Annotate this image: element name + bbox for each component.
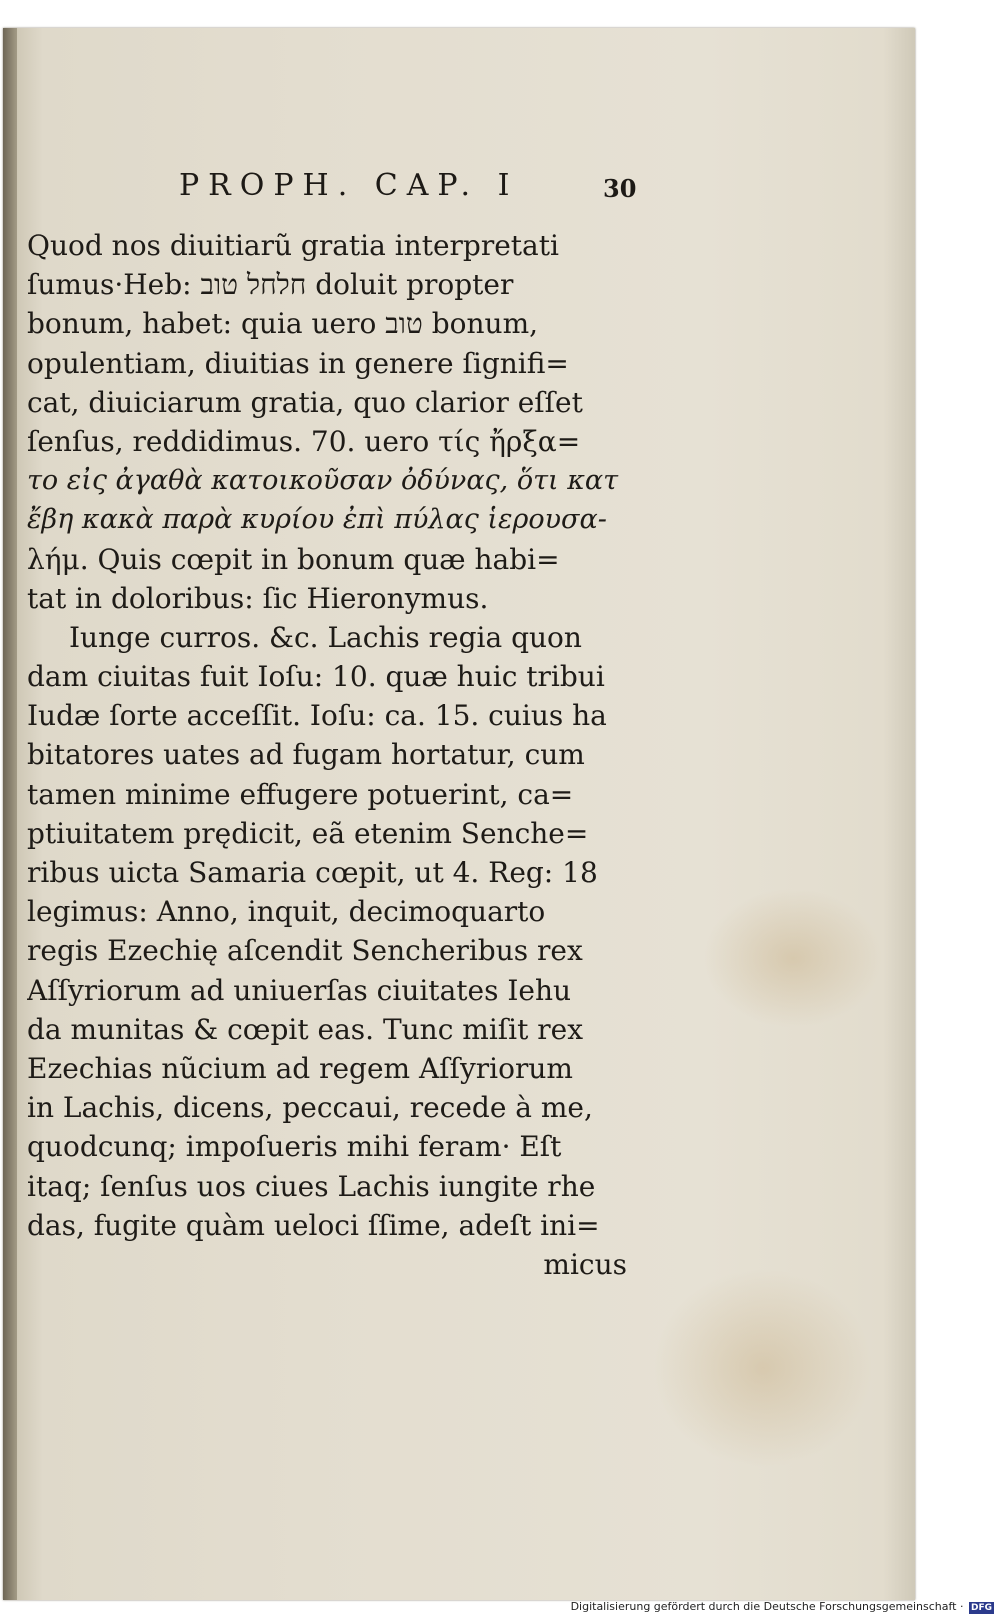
folio-number: 30 (603, 174, 637, 203)
page-spine-shadow (3, 28, 17, 1600)
text-line: tamen minime effugere potuerint, ca= (27, 777, 574, 811)
text-line: λήμ. Quis cœpit in bonum quæ habi= (27, 542, 560, 576)
digitization-credit (571, 1600, 994, 1614)
text-line: tat in doloribus: ſic Hieronymus. (27, 581, 489, 615)
text-line: itaq; ſenſus uos ciues Lachis iungite rhe (27, 1169, 596, 1203)
text-line: ſenſus, reddidimus. 70. uero τίς ἤρξα= (27, 424, 581, 458)
text-line: das, fugite quàm ueloci ſſime, adeſt ini= (27, 1208, 600, 1242)
text-line: ribus uicta Samaria cœpit, ut 4. Reg: 18 (27, 856, 598, 889)
text-line: regis Ezechię aſcendit Sencheribus rex (27, 934, 583, 968)
book-page (3, 28, 915, 1600)
text-line: da munitas & cœpit eas. Tunc miſit rex (27, 1012, 584, 1046)
dfg-logo: DFG (970, 1603, 992, 1613)
running-title: PROPH. CAP. I (179, 168, 519, 203)
text-line: Iudæ ſorte acceſſit. Ioſu: ca. 15. cuius ha (27, 699, 607, 733)
text-line: opulentiam, diuitias in genere ſignifi= (27, 346, 569, 380)
text-line: Iunge curros. &c. Lachis regia quon (69, 620, 582, 654)
credit-text: Digitalisierung gefördert durch die Deutsche Forschungsgemeinschaft · (570, 1600, 964, 1613)
text-line: quodcunq; impoſueris mihi feram· Eſt (27, 1130, 562, 1164)
text-line: το εἰς ἀγαθὰ κατοικοῦσαν ὀδύνας, ὅτι κατ (27, 465, 619, 497)
text-line: in Lachis, dicens, peccaui, recede à me, (27, 1091, 593, 1125)
text-line: cat, diuiciarum gratia, quo clarior eſſet (27, 385, 583, 419)
paper-stain (703, 888, 883, 1028)
text-line: Quod nos diuitiarũ gratia interpretati (27, 229, 559, 262)
text-line: legimus: Anno, inquit, decimoquarto (27, 895, 546, 929)
text-line: ſumus·Heb: חלחל טוב doluit propter (27, 268, 514, 302)
text-line: bonum, habet: quia uero טוב bonum, (27, 307, 539, 341)
text-line: Aſſyriorum ad uniuerſas ciuitates Iehu (27, 973, 572, 1007)
text-line: ptiuitatem prędicit, eã etenim Senche= (27, 816, 589, 850)
text-line: Ezechias nũcium ad regem Aſſyriorum (27, 1051, 573, 1085)
text-block (27, 226, 637, 1284)
text-line: ἔβη κακὰ παρὰ κυρίου ἐπὶ πύλας ἱερουσα- (27, 504, 607, 536)
paper-stain (653, 1268, 873, 1468)
text-line: dam ciuitas fuit Ioſu: 10. quæ huic tribui (27, 660, 605, 694)
text-line: micus (543, 1247, 627, 1281)
text-line: bitatores uates ad fugam hortatur, cum (27, 738, 585, 772)
